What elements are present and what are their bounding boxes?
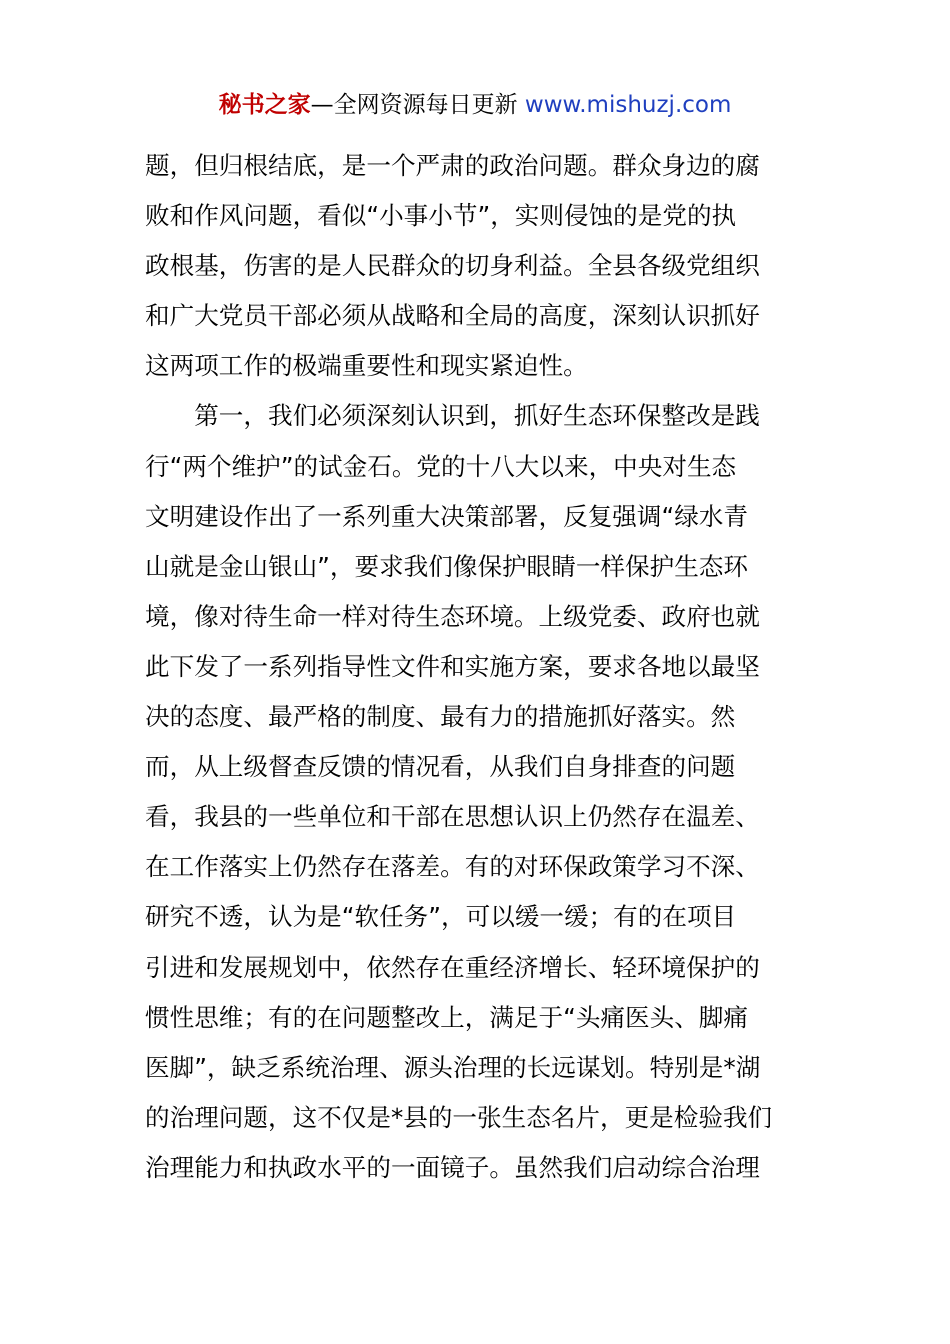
text-line: 在工作落实上仍然存在落差。有的对环保政策学习不深、	[145, 852, 760, 882]
text-line: 这两项工作的极端重要性和现实紧迫性。	[145, 351, 588, 381]
text-line: 败和作风问题，看似“小事小节”，实则侵蚀的是党的执	[145, 201, 737, 231]
text-line: 第一，我们必须深刻认识到，抓好生态环保整改是践	[145, 401, 760, 431]
text-line: 境，像对待生命一样对待生态环境。上级党委、政府也就	[145, 601, 760, 631]
text-line: 看，我县的一些单位和干部在思想认识上仍然存在温差、	[145, 802, 760, 832]
text-line: 决的态度、最严格的制度、最有力的措施抓好落实。然	[145, 702, 736, 732]
page-header	[0, 88, 950, 122]
text-line: 而，从上级督查反馈的情况看，从我们自身排查的问题	[145, 752, 736, 782]
text-line: 的治理问题，这不仅是*县的一张生态名片，更是检验我们	[145, 1102, 773, 1132]
text-line: 文明建设作出了一系列重大决策部署，反复强调“绿水青	[145, 501, 748, 531]
text-line: 治理能力和执政水平的一面镜子。虽然我们启动综合治理	[145, 1152, 760, 1182]
text-line: 引进和发展规划中，依然存在重经济增长、轻环境保护的	[145, 952, 760, 982]
text-line: 和广大党员干部必须从战略和全局的高度，深刻认识抓好	[145, 301, 760, 331]
text-line: 研究不透，认为是“软任务”，可以缓一缓；有的在项目	[145, 902, 737, 932]
text-line: 此下发了一系列指导性文件和实施方案，要求各地以最坚	[145, 651, 760, 681]
text-line: 惯性思维；有的在问题整改上，满足于“头痛医头、脚痛	[145, 1002, 748, 1032]
text-line: 山就是金山银山”，要求我们像保护眼睛一样保护生态环	[145, 551, 748, 581]
text-line: 医脚”，缺乏系统治理、源头治理的长远谋划。特别是*湖	[145, 1052, 761, 1082]
text-line: 行“两个维护”的试金石。党的十八大以来，中央对生态	[145, 451, 737, 481]
text-line: 题，但归根结底，是一个严肃的政治问题。群众身边的腐	[145, 151, 760, 180]
brand-name: 秘书之家	[218, 92, 311, 118]
text-line: 政根基，伤害的是人民群众的切身利益。全县各级党组织	[145, 251, 760, 281]
document-body	[145, 141, 815, 1193]
header-tagline: —全网资源每日更新	[310, 92, 525, 118]
site-link[interactable]: www.mishuzj.com	[524, 92, 732, 118]
